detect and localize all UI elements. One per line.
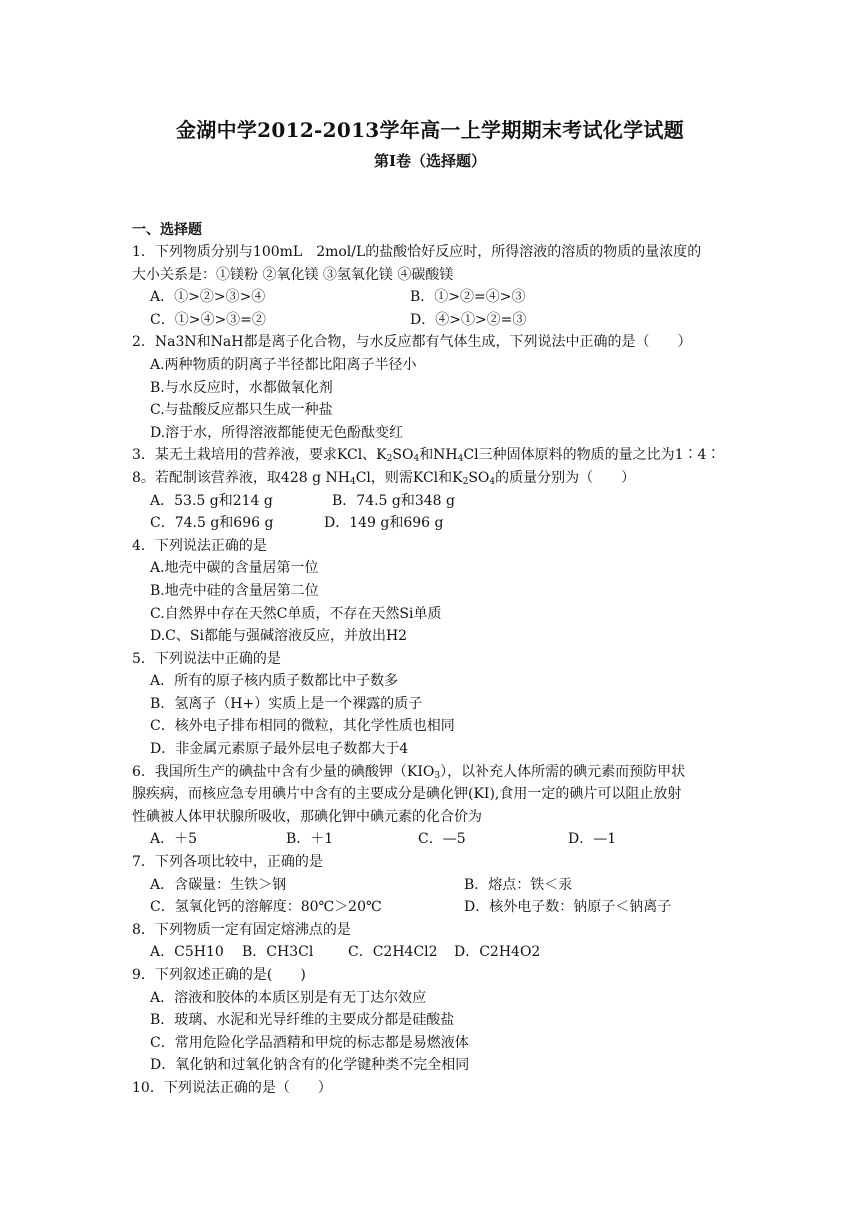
- q8-options-row: [132, 941, 732, 964]
- q6-stem-line2: 腺疾病，而核应急专用碘片中含有的主要成分是碘化钾(KI),食用一定的碘片可以阻止放射: [132, 786, 682, 803]
- q5-option-c: C．核外电子排布相同的微粒，其化学性质也相同: [150, 718, 455, 735]
- q10-stem: 10．下列说法正确的是（ ）: [132, 1079, 332, 1096]
- q3-stem-line1: 3．某无土栽培用的营养液，要求KCl、$K_2SO_4$和$NH_4Cl$三种固体原料的物质的量之比为1∶4∶: [132, 447, 721, 465]
- q7-option-c: C．氢氧化钙的溶解度：80℃＞20℃: [150, 899, 382, 916]
- q6-option-d: D．—1: [568, 831, 617, 848]
- q2-option-c: C.与盐酸反应都只生成一种盐: [150, 402, 333, 419]
- q1-stem-line1: 1．下列物质分别与100mL 2mol/L的盐酸恰好反应时，所得溶液的溶质的物质的量浓度的: [132, 244, 702, 260]
- q4-option-b: B.地壳中硅的含量居第二位: [150, 582, 319, 599]
- section-heading: 一、选择题: [132, 222, 202, 238]
- q1-option-a: A．①>②>③>④: [150, 289, 266, 306]
- q2-option-b: B.与水反应时，水都做氧化剂: [150, 379, 333, 396]
- q8-stem: 8．下列物质一定有固定熔沸点的是: [132, 921, 351, 938]
- q6-option-c: C．—5: [418, 831, 466, 848]
- q1-option-c: C．①>④>③=②: [150, 311, 266, 328]
- q2-stem: 2．Na3N和NaH都是离子化合物，与水反应都有气体生成，下列说法中正确的是（ ）: [132, 334, 692, 351]
- q3-option-b: B．74.5 g和348 g: [332, 492, 456, 509]
- q8-option-b: B．CH3Cl: [242, 944, 314, 961]
- question-list: [132, 241, 732, 1100]
- exam-subtitle: 第Ⅰ卷（选择题）: [373, 152, 487, 170]
- q6-options-row: [132, 828, 732, 851]
- q9-option-a: A．溶液和胶体的本质区别是有无丁达尔效应: [150, 989, 427, 1006]
- q3-stem-line2: 8。若配制该营养液，取428 g $NH_4Cl$，则需KCl和$K_2SO_4$的质量分别为（ ）: [132, 469, 636, 487]
- q5-option-d: D．非金属元素原子最外层电子数都大于4: [150, 741, 409, 758]
- q9-option-c: C．常用危险化学品酒精和甲烷的标志都是易燃液体: [150, 1034, 469, 1051]
- q7-stem: 7．下列各项比较中，正确的是: [132, 854, 323, 871]
- q7-option-a: A．含碳量：生铁＞钢: [150, 876, 287, 893]
- q7-options-row2: [132, 896, 732, 919]
- q3-options-row2: [132, 512, 732, 535]
- q9-stem: 9．下列叙述正确的是( ): [132, 967, 306, 983]
- q5-stem: 5．下列说法中正确的是: [132, 650, 281, 667]
- q2-option-d: D.溶于水，所得溶液都能使无色酚酞变红: [150, 424, 404, 441]
- q1-option-b: B．①>②=④>③: [410, 289, 526, 306]
- q3-option-c: C．74.5 g和696 g: [150, 515, 274, 532]
- q1-stem-line2: 大小关系是：①镁粉 ②氧化镁 ③氢氧化镁 ④碳酸镁: [132, 266, 454, 283]
- q7-option-d: D．核外电子数：钠原子＜钠离子: [464, 899, 672, 916]
- q9-option-d: D．氧化钠和过氧化钠含有的化学键种类不完全相同: [150, 1057, 470, 1074]
- q6-option-a: A．＋5: [150, 831, 198, 848]
- q3-option-a: A．53.5 g和214 g: [150, 492, 273, 509]
- q5-option-b: B．氢离子（H+）实质上是一个裸露的质子: [150, 695, 423, 712]
- q8-option-d: D．C2H4O2: [454, 944, 541, 961]
- q2-option-a: A.两种物质的阴离子半径都比阳离子半径小: [150, 356, 417, 373]
- q7-option-b: B．熔点：铁＜汞: [464, 876, 573, 893]
- q1-options-row1: [132, 286, 732, 309]
- q6-stem-line1: 6．我国所生产的碘盐中含有少量的碘酸钾$(KIO_3)$，以补充人体所需的碘元素而预防甲状: [132, 763, 686, 781]
- q8-option-c: C．C2H4Cl2: [348, 944, 438, 961]
- q7-options-row1: [132, 874, 732, 897]
- q4-option-d: D.C、Si都能与强碱溶液反应，并放出H2: [150, 628, 408, 645]
- q3-options-row1: [132, 490, 732, 513]
- exam-title: 金湖中学2012-2013学年高一上学期期末考试化学试题: [175, 118, 685, 142]
- q1-option-d: D．④>①>②=③: [410, 311, 527, 328]
- q4-option-a: A.地壳中碳的含量居第一位: [150, 560, 319, 577]
- q4-stem: 4．下列说法正确的是: [132, 537, 267, 554]
- q6-option-b: B．＋1: [286, 831, 334, 848]
- q5-option-a: A．所有的原子核内质子数都比中子数多: [150, 673, 399, 690]
- q3-option-d: D．149 g和696 g: [324, 515, 444, 532]
- q6-stem-line3: 性碘被人体甲状腺所吸收，那碘化钾中碘元素的化合价为: [132, 808, 482, 825]
- q9-option-b: B．玻璃、水泥和光导纤维的主要成分都是硅酸盐: [150, 1012, 455, 1029]
- q4-option-c: C.自然界中存在天然C单质，不存在天然Si单质: [150, 605, 442, 622]
- q1-options-row2: [132, 309, 732, 332]
- q8-option-a: A．C5H10: [150, 944, 224, 961]
